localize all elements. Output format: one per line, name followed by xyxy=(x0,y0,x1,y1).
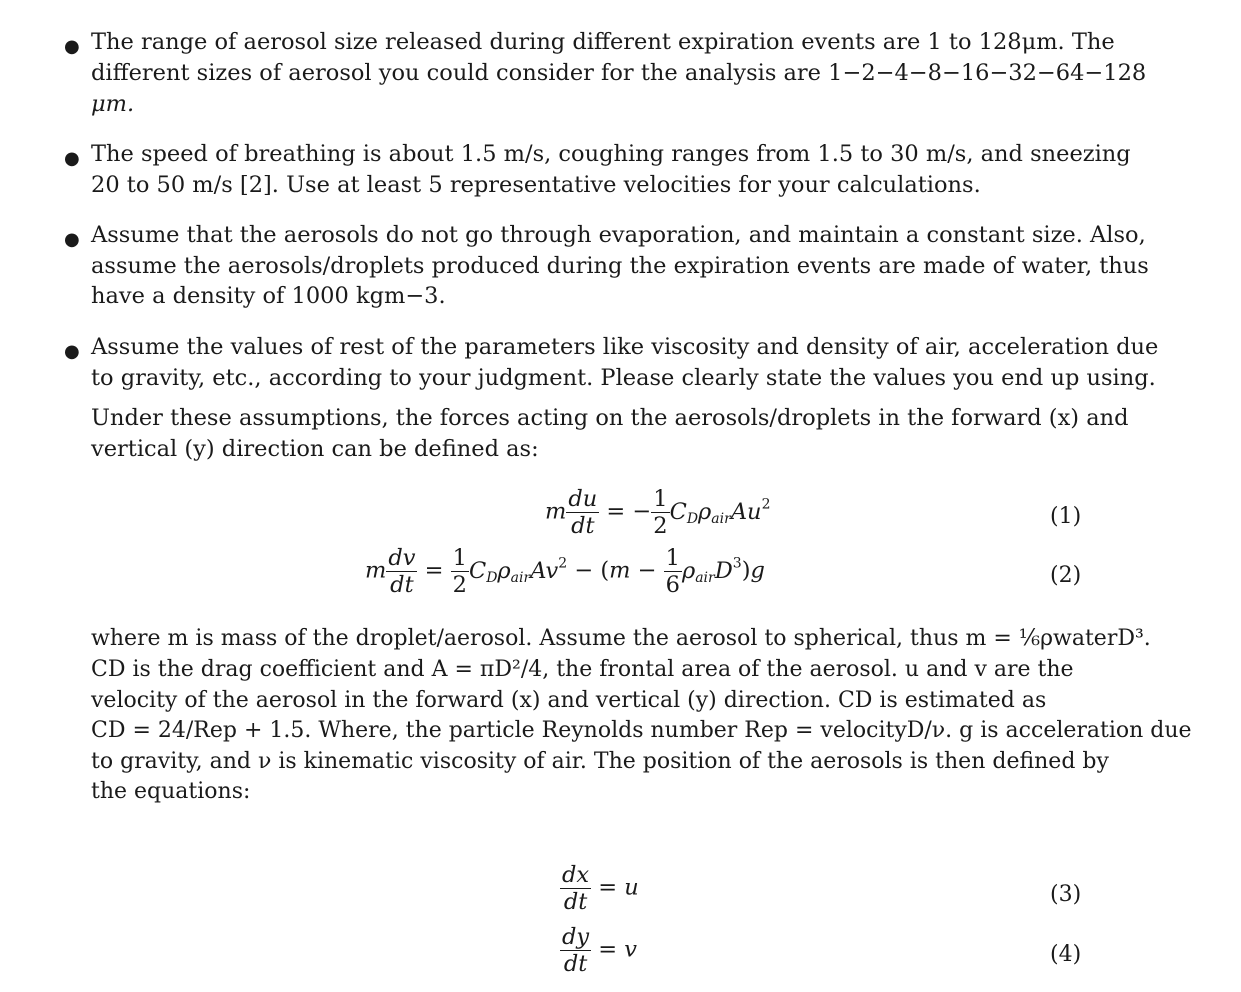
bullet-dot: ● xyxy=(64,148,80,169)
where-line-4: CD = 24/Rep + 1.5. Where, the particle Reynolds number Rep = velocityD/ν. g is acceleration due xyxy=(91,718,1192,743)
bullet-2-line-2: 20 to 50 m/s [2]. Use at least 5 representative velocities for your calculations. xyxy=(91,172,981,198)
bullet-4-line-2: to gravity, etc., according to your judgment. Please clearly state the values you end up using. xyxy=(91,365,1156,391)
bullet-4-line-1: Assume the values of rest of the parameters like viscosity and density of air, acceleration due xyxy=(91,334,1159,360)
bullet-3-line-2: assume the aerosols/droplets produced during the expiration events are made of water, thus xyxy=(91,253,1149,279)
where-line-1: where m is mass of the droplet/aerosol. Assume the aerosol to spherical, thus m = ⅙ρwaterD³. xyxy=(91,626,1151,651)
bullet-1-line-2: different sizes of aerosol you could consider for the analysis are 1−2−4−8−16−32−64−128 xyxy=(91,60,1147,86)
where-line-3: velocity of the aerosol in the forward (x) and vertical (y) direction. CD is estimated as xyxy=(91,688,1047,713)
equation-1-number: (1) xyxy=(1050,504,1082,529)
equation-2: m $\frac{dv}{dt}$ = $\frac{1}{2}$ $C_D\rho_{air}Av^2 - (m$ − $\frac{1}{6}$ $\rho_{air}D^3)g$ xyxy=(365,545,765,598)
bullet-3-line-3: have a density of 1000 kgm−3. xyxy=(91,283,446,309)
bullet-3-line-1: Assume that the aerosols do not go through evaporation, and maintain a constant size. Also, xyxy=(91,222,1146,248)
intro-line-2: vertical (y) direction can be defined as: xyxy=(91,436,539,462)
equation-3: $\frac{dx}{dt}$ = u xyxy=(562,862,639,915)
where-line-2: CD is the drag coefficient and A = πD²/4, the frontal area of the aerosol. u and v are the xyxy=(91,657,1074,682)
bullet-2-line-1: The speed of breathing is about 1.5 m/s, coughing ranges from 1.5 to 30 m/s, and sneezing xyxy=(91,141,1131,167)
intro-line-1: Under these assumptions, the forces acting on the aerosols/droplets in the forward (x) and xyxy=(91,405,1129,431)
equation-1: m $\frac{du}{dt}$ = − $\frac{1}{2}$ $C_D\rho_{air}Au^2$ xyxy=(545,486,771,539)
bullet-1-line-1: The range of aerosol size released during different expiration events are 1 to 128μm. The xyxy=(91,29,1115,55)
bullet-dot: ● xyxy=(64,341,80,362)
where-line-6: the equations: xyxy=(91,779,251,804)
bullet-dot: ● xyxy=(64,229,80,250)
bullet-1-line-3: μm. xyxy=(91,91,135,117)
bullet-dot: ● xyxy=(64,36,80,57)
equation-3-number: (3) xyxy=(1050,882,1082,907)
equation-4: $\frac{dy}{dt}$ = v xyxy=(562,924,638,977)
equation-2-number: (2) xyxy=(1050,563,1082,588)
equation-4-number: (4) xyxy=(1050,942,1082,967)
where-line-5: to gravity, and ν is kinematic viscosity of air. The position of the aerosols is then defined by xyxy=(91,749,1109,774)
